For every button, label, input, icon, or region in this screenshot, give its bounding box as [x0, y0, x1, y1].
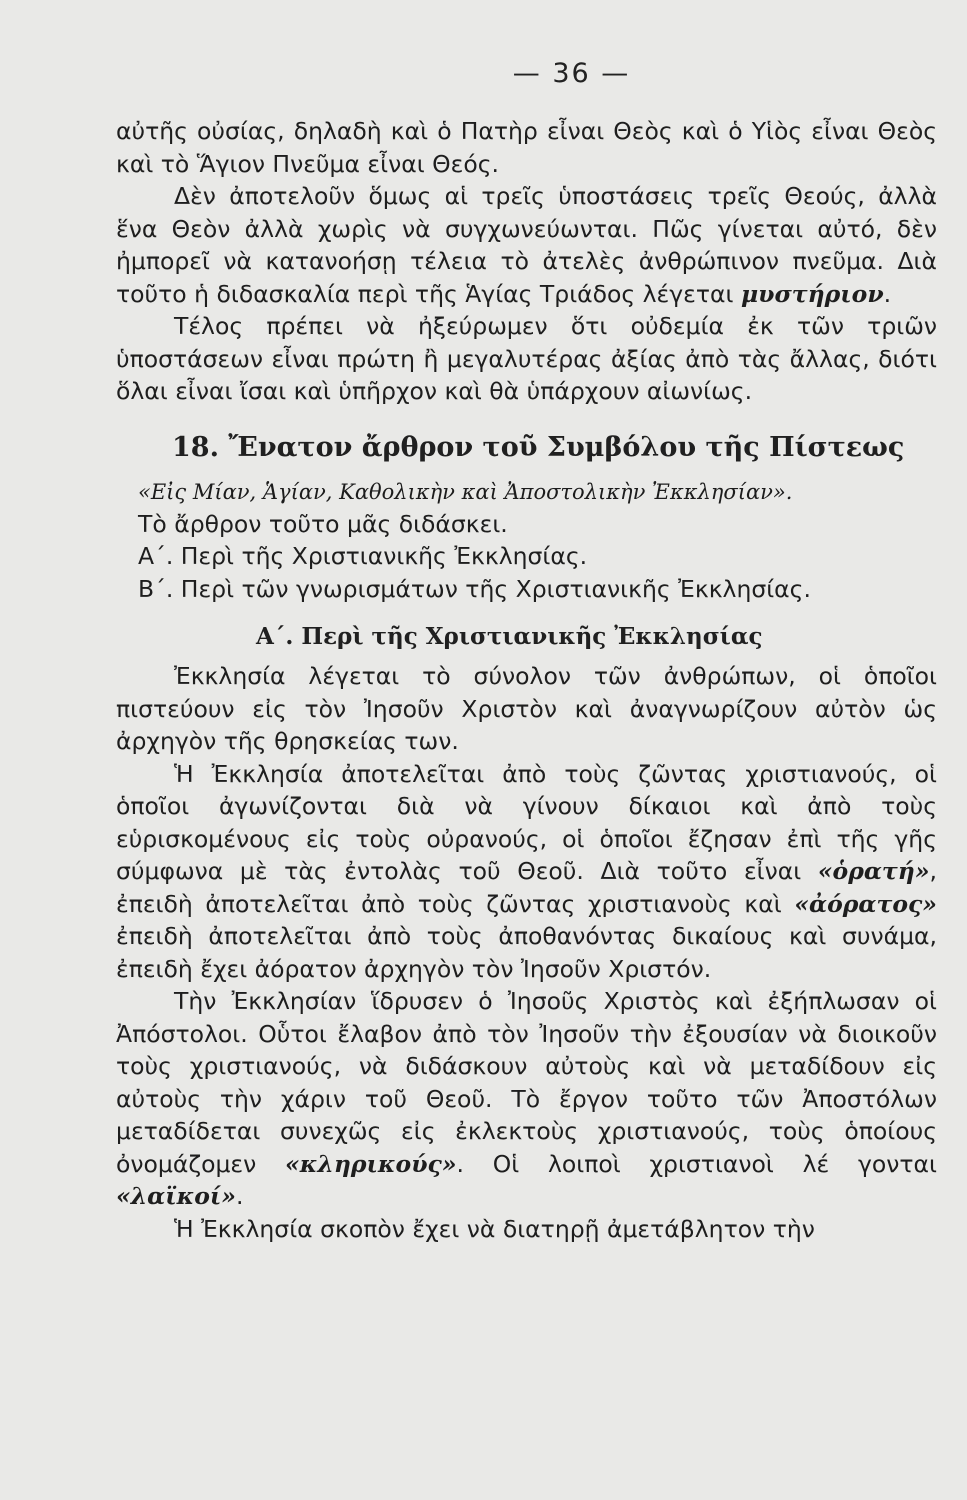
- paragraph-text: , ἐπειδὴ ἀποτελεῖται ἀπὸ τοὺς ζῶντας χριστιανοὺς καὶ: [116, 857, 937, 918]
- paragraph-three-hypostases: Δὲν ἀποτελοῦν ὅμως αἱ τρεῖς ὑποστάσεις τρεῖς Θεούς, ἀλλὰ ἕνα Θεὸν ἀλλὰ χωρὶς νὰ συγχωνεύωνται. Πῶς γίνεται αὐτό, δὲν ἠμπορεῖ νὰ κατανοήσῃ τέλεια τὸ ἀτελὲς ἀνθρώπινον πνεῦμα. Διὰ τοῦτο ἡ διδασκαλία περὶ τῆς Ἁγίας Τριάδος λέγεται μυστήριον.: [116, 182, 937, 308]
- emphasis-mysterion: μυστήριον: [740, 279, 884, 308]
- paragraph-text: Ἡ Ἐκκλησία ἀποτελεῖται ἀπὸ τοὺς ζῶντας χριστιανούς, οἱ ὁποῖοι ἀγωνίζονται διὰ νὰ γίνουν δίκαιοι καὶ ἀπὸ τοὺς εὑρισκομένους εἰς τοὺς οὐρανούς, οἱ ὁποῖοι ἔζησαν ἐπὶ τῆς γῆς σύμφωνα μὲ τὰς ἐντολὰς τοῦ Θεοῦ. Διὰ τοῦτο εἶναι: [116, 759, 937, 885]
- section-heading: 18. Ἔνατον ἄρθρον τοῦ Συμβόλου τῆς Πίστεως: [172, 431, 905, 463]
- page-number: — 36 —: [512, 58, 631, 89]
- paragraph-apostles: [116, 985, 937, 1213]
- paragraph-three-hypostases-text: Δὲν ἀποτελοῦν ὅμως αἱ τρεῖς ὑποστάσεις τρεῖς Θεούς, ἀλλὰ ἕνα Θεὸν ἀλλὰ χωρὶς νὰ συγχωνεύωνται. Πῶς γίνεται αὐτό, δὲν ἠμπορεῖ νὰ κατανοήσῃ τέλεια τὸ ἀτελὲς ἀνθρώπινον πνεῦμα. Διὰ τοῦτο ἡ διδασκαλία περὶ τῆς Ἁγίας Τριάδος λέγεται: [116, 182, 937, 308]
- article-line: Α΄. Περὶ τῆς Χριστιανικῆς Ἐκκλησίας.: [138, 542, 588, 570]
- emphasis-visible: «ὁρατή»: [817, 857, 930, 885]
- creed-quote: «Εἰς Μίαν, Ἁγίαν, Καθολικὴν καὶ Ἀποστολικὴν Ἐκκλησίαν».: [138, 479, 793, 504]
- paragraph-text: ἐπειδὴ ἀποτελεῖται ἀπὸ τοὺς ἀποθανόντας δικαίους καὶ συνάμα, ἐπειδὴ ἔχει ἀόρατον ἀρχηγὸν τὸν Ἰησοῦν Χριστόν.: [116, 922, 937, 983]
- emphasis-clergy: «κληρικούς»: [285, 1149, 457, 1178]
- paragraph-equality: Τέλος πρέπει νὰ ἠξεύρωμεν ὅτι οὐδεμία ἐκ τῶν τριῶν ὑποστάσεων εἶναι πρώτη ἢ μεγαλυτέρας ἀξίας ἀπὸ τὰς ἄλλας, διότι ὅλαι εἶναι ἴσαι καὶ ὑπῆρχον καὶ θὰ ὑπάρχουν αἰωνίως.: [116, 312, 937, 405]
- article-line: Τὸ ἄρθρον τοῦτο μᾶς διδάσκει.: [138, 509, 508, 538]
- article-line: Β΄. Περὶ τῶν γνωρισμάτων τῆς Χριστιανικῆς Ἐκκλησίας.: [138, 574, 811, 603]
- paragraph-visible-invisible: [116, 758, 937, 986]
- subheading: Α΄. Περὶ τῆς Χριστιανικῆς Ἐκκλησίας: [256, 623, 763, 650]
- paragraph-text: Τὴν Ἐκκλησίαν ἵδρυσεν ὁ Ἰησοῦς Χριστὸς καὶ ἐξήπλωσαν οἱ Ἀπόστολοι. Οὗτοι ἔλαβον ἀπὸ τὸν Ἰησοῦν τὴν ἐξουσίαν νὰ διοικοῦν τοὺς χριστιανούς, νὰ διδάσκουν αὐτοὺς καὶ νὰ μεταδίδουν εἰς αὐτοὺς τὴν χάριν τοῦ Θεοῦ. Τὸ ἔργον τοῦτο τῶν Ἀποστόλων μεταδίδεται συνεχῶς εἰς ἐκλεκτοὺς χριστιανούς, τοὺς ὁποίους ὀνομάζομεν: [116, 987, 937, 1178]
- paragraph-text: .: [235, 1182, 244, 1210]
- emphasis-laity: «λαϊκοί»: [116, 1182, 236, 1210]
- paragraph-trinity-essence: αὐτῆς οὐσίας, δηλαδὴ καὶ ὁ Πατὴρ εἶναι Θεὸς καὶ ὁ Υἱὸς εἶναι Θεὸς καὶ τὸ Ἅγιον Πνεῦμα εἶναι Θεός.: [116, 117, 937, 178]
- paragraph-church-definition: Ἐκκλησία λέγεται τὸ σύνολον τῶν ἀνθρώπων, οἱ ὁποῖοι πιστεύουν εἰς τὸν Ἰησοῦν Χριστὸν καὶ ἀναγνωρίζουν αὐτὸν ὡς ἀρχηγὸν τῆς θρησκείας των.: [116, 662, 937, 755]
- emphasis-invisible: «ἀόρατος»: [794, 889, 937, 918]
- paragraph-text: . Οἱ λοιποὶ χριστιανοὶ λέ γονται: [456, 1149, 937, 1178]
- paragraph-church-purpose: Ἡ Ἐκκλησία σκοπὸν ἔχει νὰ διατηρῇ ἀμετάβλητον τὴν: [174, 1214, 815, 1243]
